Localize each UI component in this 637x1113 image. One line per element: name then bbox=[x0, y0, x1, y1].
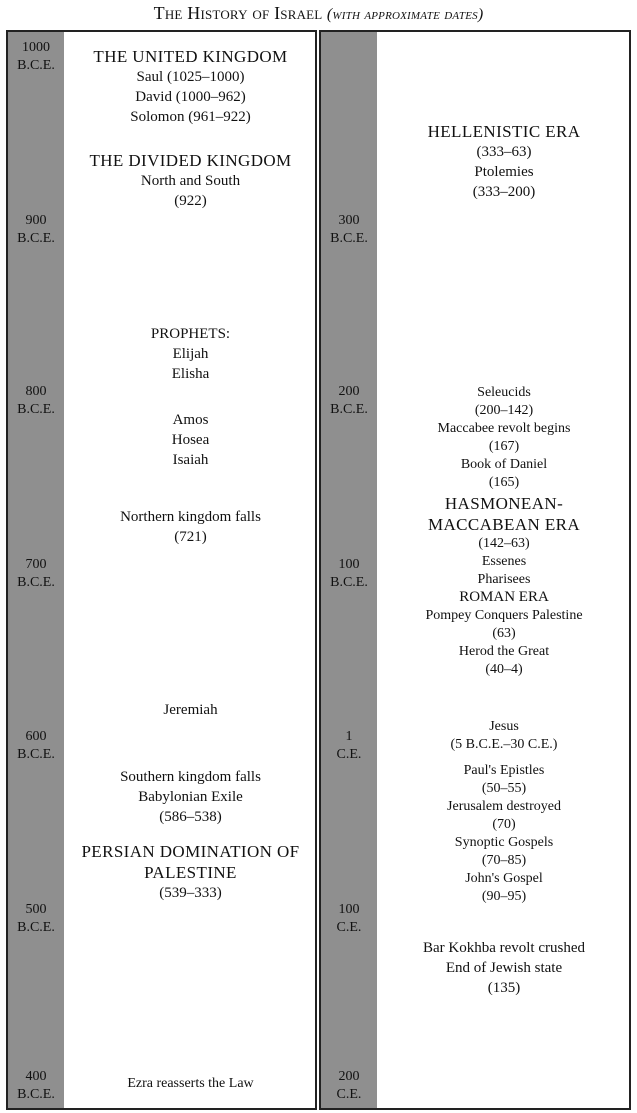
year-marker: 100 C.E. bbox=[336, 902, 362, 935]
united-kingdom-entry: THE UNITED KINGDOM Saul (1025–1000) David (1000–962) Solomon (961–922) bbox=[93, 47, 288, 125]
page-title bbox=[0, 3, 637, 24]
seleucids-entry: Seleucids (200–142) Maccabee revolt begins (167) Book of Daniel (165) bbox=[437, 385, 571, 490]
northern-kingdom-falls-entry: Northern kingdom falls (721) bbox=[120, 509, 261, 545]
roman-era-entry: ROMAN ERA Pompey Conquers Palestine (63) Herod the Great (40–4) bbox=[425, 589, 583, 677]
jesus-entry: Jesus (5 B.C.E.–30 C.E.) bbox=[450, 719, 558, 752]
bar-kokhba-entry: Bar Kokhba revolt crushed End of Jewish state (135) bbox=[422, 940, 586, 996]
hellenistic-era-entry: HELLENISTIC ERA (333–63) Ptolemies (333–200) bbox=[427, 122, 581, 200]
title-main: The History of Israel bbox=[153, 3, 323, 23]
divided-kingdom-entry: THE DIVIDED KINGDOM North and South (922) bbox=[89, 151, 292, 209]
left-timeline-panel bbox=[6, 30, 317, 1110]
year-marker: 800 B.C.E. bbox=[17, 384, 55, 417]
year-marker: 400 B.C.E. bbox=[17, 1069, 55, 1102]
later-prophets-entry: Amos Hosea Isaiah bbox=[171, 412, 210, 468]
year-marker: 200 C.E. bbox=[336, 1069, 362, 1102]
jeremiah-entry: Jeremiah bbox=[163, 702, 218, 718]
title-subtitle: (with approximate dates) bbox=[326, 6, 484, 23]
year-marker: 900 B.C.E. bbox=[17, 213, 55, 246]
year-marker: 1 C.E. bbox=[336, 729, 362, 762]
year-marker: 600 B.C.E. bbox=[17, 729, 55, 762]
prophets-entry: PROPHETS: Elijah Elisha bbox=[150, 326, 231, 382]
year-marker: 200 B.C.E. bbox=[330, 384, 368, 417]
year-marker: 100 B.C.E. bbox=[330, 557, 368, 590]
year-marker: 700 B.C.E. bbox=[17, 557, 55, 590]
year-marker: 300 B.C.E. bbox=[330, 213, 368, 246]
year-marker: 1000 B.C.E. bbox=[17, 40, 55, 73]
hasmonean-era-entry: HASMONEAN- MACCABEAN ERA (142–63) Essenes Pharisees bbox=[427, 494, 581, 587]
right-timeline-panel bbox=[319, 30, 631, 1110]
new-testament-entry: Paul's Epistles (50–55) Jerusalem destroyed (70) Synoptic Gospels (70–85) John's Gospel (90–95) bbox=[447, 763, 561, 904]
southern-kingdom-falls-entry: Southern kingdom falls Babylonian Exile (586–538) bbox=[120, 769, 261, 825]
ezra-entry: Ezra reasserts the Law bbox=[127, 1076, 254, 1091]
year-marker: 500 B.C.E. bbox=[17, 902, 55, 935]
persian-domination-entry: PERSIAN DOMINATION OF PALESTINE (539–333) bbox=[81, 842, 300, 901]
